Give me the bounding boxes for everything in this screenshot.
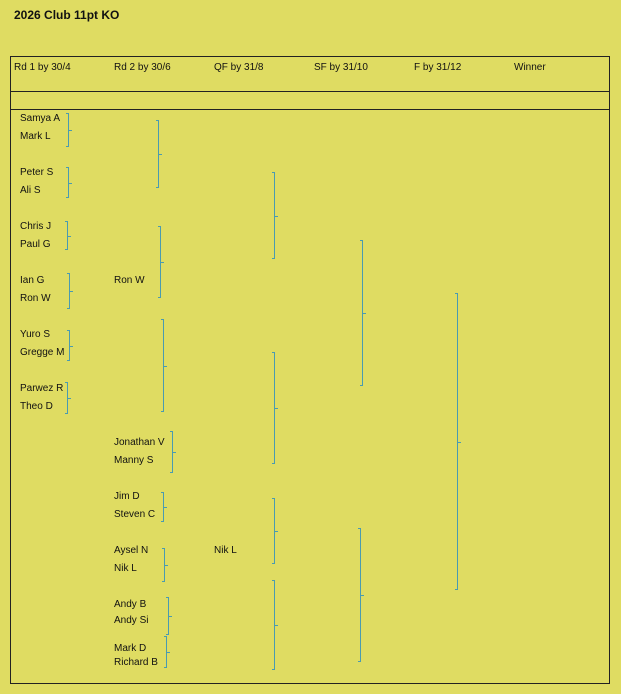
player-name: Chris J	[20, 221, 52, 232]
header-rd1: Rd 1 by 30/4	[14, 62, 71, 73]
player-name: Steven C	[114, 509, 156, 520]
bracket-line	[162, 548, 165, 582]
player-name: Jonathan V	[114, 437, 165, 448]
player-name: Samya A	[20, 113, 61, 124]
bracket-line	[161, 319, 164, 412]
player-name: Paul G	[20, 239, 51, 250]
bracket-line	[360, 240, 363, 386]
player-name: Peter S	[20, 167, 54, 178]
page-title: 2026 Club 11pt KO	[14, 8, 120, 22]
player-name: Andy Si	[114, 615, 149, 626]
header-final: F by 31/12	[414, 62, 462, 73]
bracket-line	[66, 167, 69, 198]
header-qf: QF by 31/8	[214, 62, 264, 73]
player-name: Gregge M	[20, 347, 65, 358]
bracket-line	[67, 273, 70, 309]
bracket-line	[272, 580, 275, 670]
player-name: Mark D	[114, 643, 147, 654]
header-rd2: Rd 2 by 30/6	[114, 62, 171, 73]
bracket-line	[156, 120, 159, 188]
player-name: Nik L	[114, 563, 137, 574]
bracket-line	[67, 330, 70, 361]
player-name: Ron W	[114, 275, 145, 286]
player-name: Yuro S	[20, 329, 51, 340]
player-name: Manny S	[114, 455, 154, 466]
player-name: Parwez R	[20, 383, 64, 394]
bracket-line	[158, 226, 161, 298]
header-winner: Winner	[514, 62, 546, 73]
player-name: Nik L	[214, 545, 237, 556]
draw-frame	[10, 56, 610, 684]
bracket-line	[65, 221, 68, 250]
bracket-line	[164, 636, 167, 668]
player-name: Theo D	[20, 401, 53, 412]
player-name: Ian G	[20, 275, 45, 286]
player-name: Aysel N	[114, 545, 149, 556]
header-sf: SF by 31/10	[314, 62, 368, 73]
header-divider-2	[10, 109, 610, 110]
bracket-line	[272, 498, 275, 564]
player-name: Ron W	[20, 293, 51, 304]
player-name: Mark L	[20, 131, 51, 142]
header-divider	[10, 91, 610, 92]
bracket-line	[170, 431, 173, 473]
bracket-line	[161, 492, 164, 522]
bracket-line	[65, 382, 68, 414]
bracket-line	[272, 172, 275, 259]
player-name: Ali S	[20, 185, 41, 196]
bracket-line	[455, 293, 458, 590]
player-name: Richard B	[114, 657, 158, 668]
bracket-line	[272, 352, 275, 464]
bracket-line	[66, 113, 69, 147]
player-name: Andy B	[114, 599, 147, 610]
bracket-line	[358, 528, 361, 662]
bracket-line	[166, 597, 169, 635]
player-name: Jim D	[114, 491, 140, 502]
